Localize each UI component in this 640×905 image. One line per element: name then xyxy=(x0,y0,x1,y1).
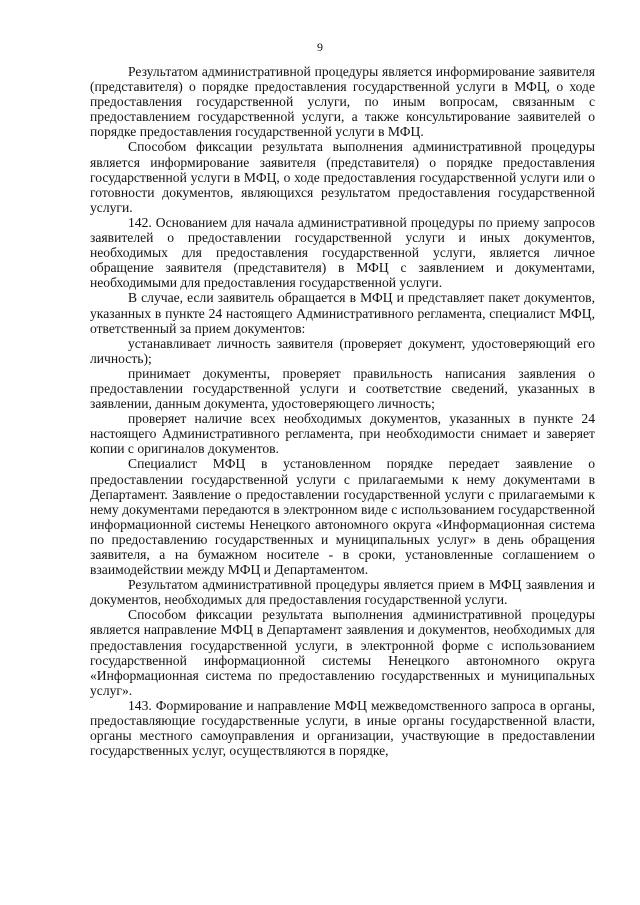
paragraph: Способом фиксации результата выполнения административной процедуры является информирование заявителя (представителя) о порядке предоставления государственной услуги в МФЦ, о ходе предоставления государственной услуги или о готовности документов, являющихся результатом предоставления государственной услуги. xyxy=(90,139,595,215)
paragraph: 142. Основанием для начала административной процедуры по приему запросов заявителей о предоставлении государственной услуги и иных документов, необходимых для предоставления государственной услуги, является личное обращение заявителя (представителя) в МФЦ с заявлением и документами, необходимыми для предоставления государственной услуги. xyxy=(90,214,595,291)
document-body xyxy=(90,64,595,758)
paragraph: 143. Формирование и направление МФЦ межведомственного запроса в органы, предоставляющие государственные услуги, в иные органы государственной власти, органы местного самоуправления и организации, участвующие в предоставлении государственных услуг, осуществляются в порядке, xyxy=(90,697,595,759)
paragraph: Результатом административной процедуры является прием в МФЦ заявления и документов, необходимых для предоставления государственной услуги. xyxy=(90,577,595,608)
paragraph: принимает документы, проверяет правильность написания заявления о предоставлении государственной услуги и соответствие сведений, указанных в заявлении, данным документа, удостоверяющего личность; xyxy=(90,365,595,412)
paragraph: проверяет наличие всех необходимых документов, указанных в пункте 24 настоящего Административного регламента, при необходимости снимает и заверяет копии с оригиналов документов. xyxy=(90,411,595,457)
page-number: 9 xyxy=(317,40,323,54)
paragraph: Результатом административной процедуры является информирование заявителя (представителя) о порядке предоставления государственной услуги в МФЦ, о ходе предоставления государственной услуги, по иным вопросам, связанным с предоставлением государственной услуги, а также консультирование заявителей о порядке предоставления государственной услуги в МФЦ. xyxy=(90,64,595,140)
paragraph: Специалист МФЦ в установленном порядке передает заявление о предоставлении государственной услуги с прилагаемыми к нему документами в Департамент. Заявление о предоставлении государственной услуги с прилагаемыми к нему документами передаются в электронном виде с использованием государственной информационной системы Ненецкого автономного округа «Информационная система по предоставлению государственных и муниципальных услуг» в день обращения заявителя, а на бумажном носителе - в сроки, установленные соглашением о взаимодействии между МФЦ и Департаментом. xyxy=(90,456,595,578)
paragraph: Способом фиксации результата выполнения административной процедуры является направление МФЦ в Департамент заявления и документов, необходимых для предоставления государственной услуги, в электронной форме с использованием государственной информационной системы Ненецкого автономного округа «Информационная система по предоставлению государственных и муниципальных услуг». xyxy=(90,607,595,698)
paragraph: В случае, если заявитель обращается в МФЦ и представляет пакет документов, указанных в пункте 24 настоящего Административного регламента, специалист МФЦ, ответственный за прием документов: xyxy=(90,290,595,336)
paragraph: устанавливает личность заявителя (проверяет документ, удостоверяющий его личность); xyxy=(90,335,595,366)
